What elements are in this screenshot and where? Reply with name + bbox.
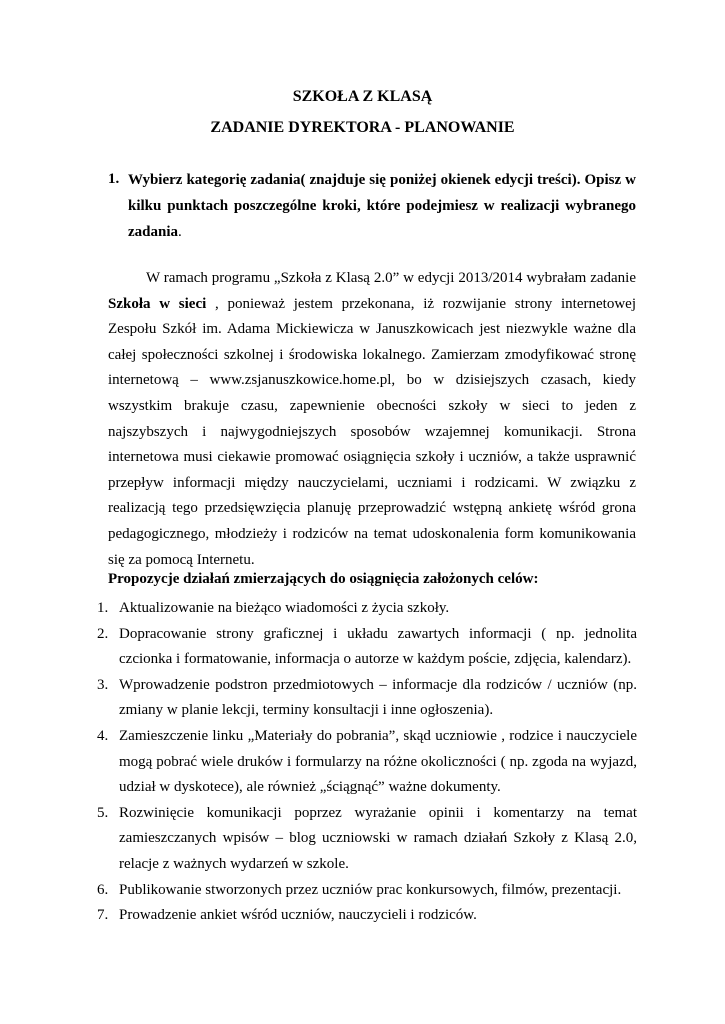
proposals-heading: Propozycje działań zmierzających do osiągnięcia założonych celów: [108, 571, 539, 587]
question-tail: . [178, 224, 182, 240]
list-item [97, 878, 637, 904]
list-item-number: 3. [97, 676, 109, 693]
question-bold-text: Wybierz kategorię zadania( znajduje się poniżej okienek edycji treści). Opisz w kilku punktach poszczególne kroki, które podejmiesz w realizacji wybranego zadania [128, 172, 636, 240]
list-item [97, 903, 637, 929]
list-item-number: 4. [97, 727, 109, 744]
list-item [97, 622, 637, 673]
list-item [97, 596, 637, 622]
list-item-number: 6. [97, 881, 109, 898]
list-item-text: Wprowadzenie podstron przedmiotowych – informacje dla rodziców / uczniów (np. zmiany w planie lekcji, terminy konsultacji i inne ogłoszenia). [119, 676, 637, 719]
document-title: SZKOŁA Z KLASĄ [292, 88, 433, 105]
list-item-text: Dopracowanie strony graficznej i układu zawartych informacji ( np. jednolita czcionka i formatowanie, informacja o autorze w każdym poście, zdjęcia, kalendarz). [119, 625, 637, 668]
list-item-text: Zamieszczenie linku „Materiały do pobrania”, skąd uczniowie , rodzice i nauczyciele mogą pobrać wiele druków i formularzy na różne okoliczności ( np. zgoda na wyjazd, udział w dyskotece), ale również „ściągnąć” ważne dokumenty. [119, 727, 637, 796]
list-item [97, 724, 637, 801]
paragraph-task-name: Szkoła w sieci [108, 295, 207, 312]
question-text [128, 167, 636, 245]
question-number: 1. [108, 171, 120, 187]
list-item-number: 7. [97, 907, 109, 924]
document-subtitle: ZADANIE DYREKTORA - PLANOWANIE [210, 119, 515, 136]
list-item-text: Publikowanie stworzonych przez uczniów prac konkursowych, filmów, prezentacji. [119, 881, 622, 898]
paragraph-body: , ponieważ jestem przekonana, iż rozwijanie strony internetowej Zespołu Szkół im. Adama Mickiewicza w Januszkowicach jest niezwykle ważne dla całej społeczności szkolnej i środowiska lokalnego. Zamierzam zmodyfikować stronę internetową – www.zsjanuszkowice.home.pl, bo w dzisiejszych czasach, kiedy wszystkim brakuje czasu, zapewnienie obecności szkoły w sieci to jeden z najszybszych i najwygodniejszych sposobów wzajemnej komunikacji. Strona internetowa musi ciekawie promować osiągnięcia szkoły i uczniów, a także usprawnić przepływ informacji między nauczycielami, uczniami i rodzicami. W związku z realizacją tego przedsięwzięcia planuję przeprowadzić wstępną ankietę wśród grona pedagogicznego, młodzieży i rodziców na temat udoskonalenia form komunikowania się za pomocą Internetu. [108, 295, 636, 568]
list-item-text: Aktualizowanie na bieżąco wiadomości z życia szkoły. [119, 600, 450, 616]
list-item-number: 5. [97, 804, 109, 821]
proposals-list [97, 596, 637, 929]
list-item-text: Rozwinięcie komunikacji poprzez wyrażanie opinii i komentarzy na temat zamieszczanych wpisów – blog uczniowski w ramach działań Szkoły z Klasą 2.0, relacje z ważnych wydarzeń w szkole. [119, 804, 637, 872]
list-item [97, 801, 637, 878]
list-item-number: 2. [97, 625, 109, 642]
list-item-number: 1. [97, 600, 109, 616]
paragraph-intro: W ramach programu „Szkoła z Klasą 2.0” w edycji 2013/2014 wybrałam zadanie [146, 270, 636, 286]
list-item-text: Prowadzenie ankiet wśród uczniów, nauczycieli i rodziców. [119, 907, 477, 924]
description-paragraph [108, 266, 636, 573]
list-item [97, 673, 637, 724]
